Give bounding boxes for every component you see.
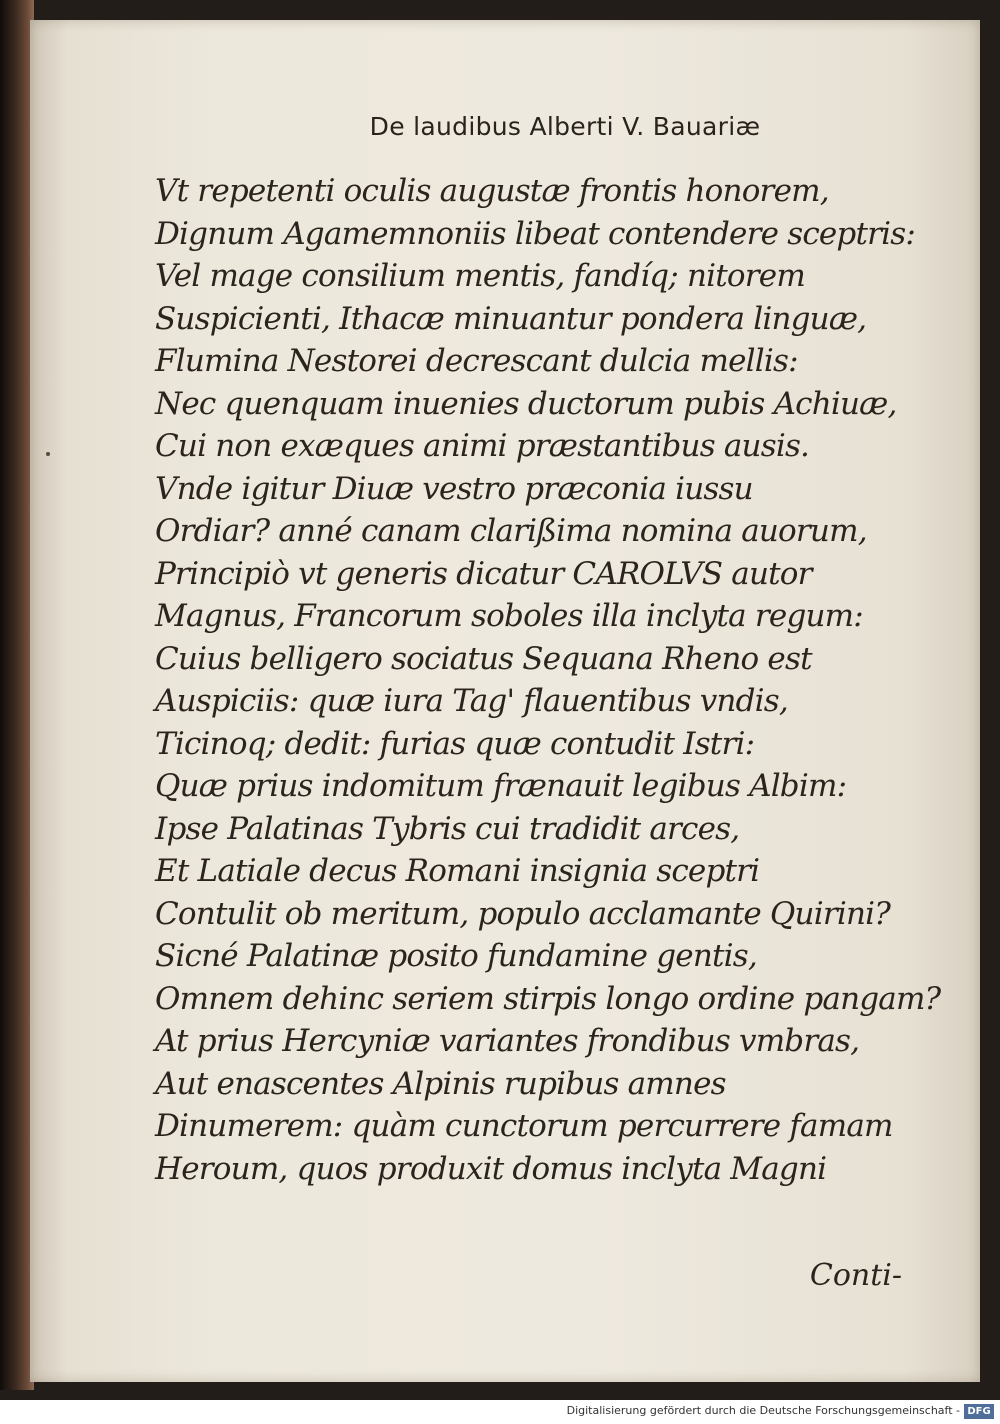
verse-line: Vel mage consilium mentis, fandíq; nitorem <box>155 258 805 294</box>
verse-line: Ticinoq; dedit: furias quæ contudit Istri: <box>155 725 755 762</box>
dfg-logo-icon: DFG <box>964 1404 994 1419</box>
verse-text <box>155 170 940 1190</box>
verse-line: Omnem dehinc seriem stirpis longo ordine pangam? <box>155 980 941 1017</box>
verse-line: Cui non exæques animi præstantibus ausis. <box>155 428 810 464</box>
book-spine-edge <box>0 0 34 1390</box>
book-page <box>30 20 980 1382</box>
verse-line: Vnde igitur Diuæ vestro præconia iussu <box>155 470 753 507</box>
verse-line: Ordiar? anné canam clarißima nomina auorum, <box>155 513 867 549</box>
digitization-footer <box>0 1400 1000 1424</box>
verse-line: Et Latiale decus Romani insignia sceptri <box>155 853 760 889</box>
verse-line: Flumina Nestorei decrescant dulcia mellis: <box>155 343 798 379</box>
verse-line: Auspiciis: quæ iura Tag' flauentibus vndis, <box>155 683 788 719</box>
verse-line: Quæ prius indomitum frænauit legibus Albim: <box>155 768 847 804</box>
verse-line: Contulit ob meritum, populo acclamante Quirini? <box>155 895 891 932</box>
verse-line: Sicné Palatinæ posito fundamine gentis, <box>155 938 757 974</box>
verse-line: Dignum Agamemnoniis libeat contendere sceptris: <box>155 215 916 252</box>
verse-line: Ipse Palatinas Tybris cui tradidit arces, <box>155 810 740 847</box>
verse-line: Suspicienti, Ithacæ minuantur pondera linguæ, <box>155 300 867 337</box>
verse-line: Nec quenquam inuenies ductorum pubis Achiuæ, <box>155 385 897 422</box>
verse-line: Aut enascentes Alpinis rupibus amnes <box>155 1065 726 1102</box>
verse-line: Dinumerem: quàm cunctorum percurrere famam <box>155 1108 893 1144</box>
running-head: De laudibus Alberti V. Bauariæ <box>369 112 761 141</box>
funding-credit: Digitalisierung gefördert durch die Deutsche Forschungsgemeinschaft - <box>566 1404 960 1417</box>
verse-line: Vt repetenti oculis augustæ frontis honorem, <box>155 173 829 209</box>
paper-speck <box>46 452 50 456</box>
verse-line: Magnus, Francorum soboles illa inclyta regum: <box>155 598 863 634</box>
verse-line: Cuius belligero sociatus Sequana Rheno est <box>155 640 812 677</box>
verse-line: Heroum, quos produxit domus inclyta Magni <box>155 1150 827 1187</box>
verse-line: Principiò vt generis dicatur CAROLVS autor <box>155 555 812 592</box>
catchword: Conti- <box>809 1258 902 1293</box>
verse-line: At prius Hercyniæ variantes frondibus vmbras, <box>155 1023 860 1059</box>
